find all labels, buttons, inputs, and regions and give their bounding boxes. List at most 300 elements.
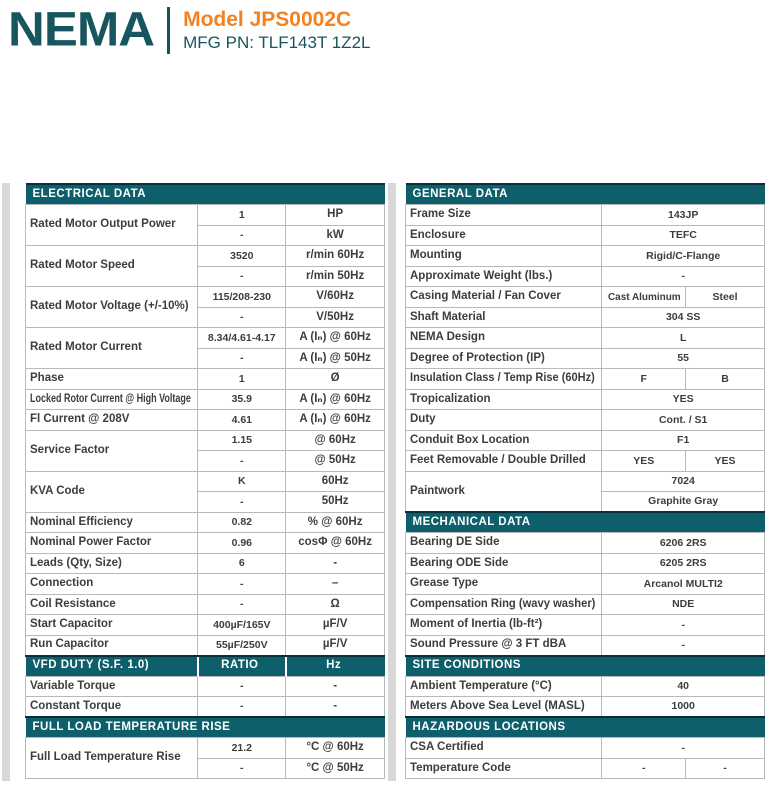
row-label [406, 246, 602, 267]
cell-text: Feet Removable / Double Drilled [410, 454, 586, 466]
row-label [26, 512, 198, 533]
row-label [26, 287, 198, 328]
row-value [198, 635, 286, 656]
cell-text: 1000 [671, 700, 695, 713]
cell-text: A (Iₙ) @ 60Hz [299, 331, 371, 343]
cell-text: Rated Motor Output Power [30, 218, 176, 231]
cell-text: r/min 50Hz [306, 269, 365, 282]
cell-text: - [240, 700, 244, 713]
row-value [602, 471, 765, 492]
cell-text: Paintwork [410, 484, 465, 497]
cell-text: HAZARDOUS LOCATIONS [412, 720, 566, 733]
cell-text: 40 [677, 680, 690, 692]
cell-text: HP [327, 208, 344, 220]
cell-text: Sound Pressure @ 3 FT dBA [410, 638, 567, 651]
cell-text: 7024 [671, 475, 695, 487]
row-unit [286, 287, 385, 308]
cell-text: 1.15 [231, 434, 252, 446]
table-row [26, 574, 385, 595]
row-label [26, 471, 198, 512]
cell-text: Rated Motor Current [30, 341, 142, 354]
row-value [198, 738, 286, 759]
right-spec-table [405, 183, 765, 779]
row-value [198, 574, 286, 595]
cell-text: Fl Current @ 208V [30, 413, 130, 425]
table-row [26, 389, 385, 410]
row-value [602, 266, 765, 287]
page-edge-strip-left [2, 183, 10, 781]
table-row [406, 471, 765, 492]
cell-text: Cast Aluminum [608, 290, 682, 303]
table-row [406, 205, 765, 226]
cell-text: Service Factor [30, 443, 110, 456]
row-value [602, 225, 765, 246]
cell-text: Full Load Temperature Rise [30, 751, 181, 764]
row-unit [286, 307, 385, 328]
cell-text: SITE CONDITIONS [412, 659, 521, 672]
row-value [602, 348, 765, 369]
right-spec-column [405, 183, 765, 779]
section-title-vfd-duty-s-f-1-0 [26, 656, 198, 677]
cell-text: B [721, 372, 729, 385]
section-column-header [286, 656, 385, 677]
row-label [26, 533, 198, 554]
row-value [198, 697, 286, 718]
cell-text: Phase [30, 372, 64, 384]
table-row [406, 615, 765, 636]
row-unit [286, 594, 385, 615]
table-row [26, 369, 385, 390]
table-row [406, 307, 765, 328]
cell-text: - [681, 638, 685, 651]
table-row [26, 471, 385, 492]
cell-text: RATIO [221, 659, 259, 672]
row-value [198, 246, 286, 267]
row-label [406, 287, 602, 308]
row-value [198, 307, 286, 328]
row-value [198, 410, 286, 431]
cell-text: MECHANICAL DATA [412, 515, 531, 528]
row-value [198, 512, 286, 533]
table-row [406, 635, 765, 656]
row-label [406, 410, 602, 431]
row-label [26, 553, 198, 574]
row-label [26, 246, 198, 287]
table-row [406, 697, 765, 718]
row-label [26, 635, 198, 656]
table-row [406, 676, 765, 697]
row-value [602, 246, 765, 267]
row-unit [286, 533, 385, 554]
table-row [26, 738, 385, 759]
table-row [406, 451, 765, 472]
table-row [26, 328, 385, 349]
row-label [26, 615, 198, 636]
cell-text: YES [672, 393, 694, 405]
table-row [406, 225, 765, 246]
table-row [406, 594, 765, 615]
section-column-header [198, 656, 286, 677]
table-row [406, 369, 765, 390]
cell-text: - [240, 680, 244, 692]
table-row [26, 553, 385, 574]
row-label [406, 451, 602, 472]
cell-text: - [240, 495, 244, 508]
section-title-mechanical-data [406, 512, 765, 533]
row-unit [286, 758, 385, 779]
cell-text: 55µF/250V [215, 638, 268, 651]
spec-tables-container [25, 183, 765, 779]
row-value [602, 287, 686, 308]
cell-text: ELECTRICAL DATA [32, 187, 147, 200]
table-row [26, 635, 385, 656]
row-value [198, 615, 286, 636]
row-unit [286, 369, 385, 390]
section-title-hazardous-locations [406, 717, 765, 738]
row-unit [286, 553, 385, 574]
page-header [8, 4, 371, 56]
cell-text: 115/208-230 [212, 290, 271, 303]
table-row [406, 758, 765, 779]
table-row [406, 574, 765, 595]
cell-text: Temperature Code [410, 761, 511, 774]
table-row [406, 430, 765, 451]
row-value [602, 410, 765, 431]
table-row [26, 594, 385, 615]
row-label [406, 369, 602, 390]
cell-text: A (Iₙ) @ 50Hz [299, 351, 371, 364]
table-row [406, 246, 765, 267]
row-label [406, 205, 602, 226]
section-title-electrical-data [26, 184, 385, 205]
cell-text: Ambient Temperature (°C) [410, 679, 552, 692]
row-label [406, 594, 602, 615]
row-unit [286, 225, 385, 246]
cell-text: F [640, 372, 647, 385]
row-value [198, 389, 286, 410]
table-row [406, 410, 765, 431]
cell-text: F1 [677, 434, 690, 446]
row-value [602, 758, 686, 779]
row-unit [286, 410, 385, 431]
cell-text: 143JP [668, 208, 699, 221]
cell-text: 304 SS [665, 311, 701, 323]
cell-text: Variable Torque [30, 679, 116, 692]
cell-text: Degree of Protection (IP) [410, 351, 545, 364]
row-value [602, 635, 765, 656]
row-unit [286, 492, 385, 513]
row-label [406, 389, 602, 410]
row-label [406, 328, 602, 349]
row-label [26, 389, 198, 410]
table-row [406, 553, 765, 574]
row-unit [286, 615, 385, 636]
table-row [406, 389, 765, 410]
row-label [26, 369, 198, 390]
row-label [26, 205, 198, 246]
row-unit [286, 246, 385, 267]
row-unit [286, 471, 385, 492]
cell-text: Rated Motor Speed [30, 259, 135, 272]
cell-text: A (Iₙ) @ 60Hz [299, 413, 371, 425]
row-unit [286, 389, 385, 410]
table-row [26, 512, 385, 533]
cell-text: Enclosure [410, 228, 466, 241]
row-label [26, 697, 198, 718]
row-label [406, 430, 602, 451]
left-spec-column [25, 183, 385, 779]
table-row [406, 533, 765, 554]
cell-text: Duty [410, 413, 436, 425]
section-header-row [26, 717, 385, 738]
cell-text: YES [714, 454, 736, 467]
row-unit [286, 205, 385, 226]
row-value [686, 758, 765, 779]
model-title: Model JPS0002C [183, 7, 352, 31]
cell-text: 6206 2RS [659, 536, 707, 549]
row-value [602, 697, 765, 718]
table-row [26, 287, 385, 308]
section-title-general-data [406, 184, 765, 205]
cell-text: - [641, 762, 646, 774]
cell-text: @ 60Hz [314, 433, 356, 446]
cell-text: Coil Resistance [30, 597, 116, 610]
cell-text: Locked Rotor Current @ High Voltage [30, 392, 191, 405]
cell-text: GENERAL DATA [412, 187, 508, 200]
table-row [406, 287, 765, 308]
row-value [602, 574, 765, 595]
row-unit [286, 574, 385, 595]
cell-text: 3520 [230, 249, 254, 262]
header-divider [167, 7, 170, 54]
section-header-row [26, 656, 385, 677]
row-value [198, 533, 286, 554]
row-label [406, 615, 602, 636]
cell-text: Mounting [410, 249, 462, 261]
section-title-site-conditions [406, 656, 765, 677]
cell-text: V/60Hz [316, 290, 354, 302]
row-value [602, 430, 765, 451]
row-value [602, 676, 765, 697]
row-unit [286, 451, 385, 472]
row-unit [286, 512, 385, 533]
row-label [406, 697, 602, 718]
cell-text: Approximate Weight (lbs.) [410, 269, 553, 282]
cell-text: K [237, 475, 246, 487]
cell-text: - [240, 270, 244, 282]
row-label [406, 738, 602, 759]
cell-text: Compensation Ring (wavy washer) [410, 597, 596, 610]
cell-text: 6205 2RS [659, 557, 707, 569]
row-label [26, 738, 198, 779]
section-header-row [406, 717, 765, 738]
row-label [406, 758, 602, 779]
cell-text: - [333, 699, 338, 712]
row-value [602, 738, 765, 759]
table-row [26, 410, 385, 431]
row-label [26, 574, 198, 595]
cell-text: Bearing ODE Side [410, 556, 509, 569]
cell-text: - [240, 229, 244, 241]
cell-text: Cont. / S1 [658, 413, 708, 426]
cell-text: 400µF/165V [213, 618, 271, 631]
row-label [406, 348, 602, 369]
table-row [26, 205, 385, 226]
cell-text: r/min 60Hz [306, 249, 365, 261]
cell-text: - [681, 741, 685, 754]
cell-text: Bearing DE Side [410, 536, 500, 548]
row-value [198, 758, 286, 779]
row-value [198, 430, 286, 451]
cell-text: 60Hz [321, 474, 349, 487]
mfg-part-number: MFG PN: TLF143T 1Z2L [183, 32, 371, 52]
table-row [26, 697, 385, 718]
section-header-row [406, 656, 765, 677]
row-value [686, 451, 765, 472]
cell-text: 1 [238, 372, 245, 385]
cell-text: NDE [672, 598, 695, 610]
cell-text: cosΦ @ 60Hz [298, 536, 372, 548]
cell-text: °C @ 60Hz [306, 741, 364, 753]
row-label [406, 225, 602, 246]
cell-text: CSA Certified [410, 741, 484, 753]
row-value [602, 594, 765, 615]
cell-text: 8.34/4.61-4.17 [207, 331, 276, 344]
cell-text: Ø [330, 372, 340, 384]
table-row [26, 246, 385, 267]
cell-text: 6 [238, 557, 245, 569]
cell-text: Arcanol MULTI2 [643, 577, 723, 590]
cell-text: - [681, 618, 685, 631]
cell-text: - [240, 454, 244, 467]
row-label [406, 553, 602, 574]
cell-text: Moment of Inertia (lb-ft²) [410, 618, 543, 630]
cell-text: 0.96 [231, 536, 252, 549]
cell-text: Frame Size [410, 208, 471, 220]
cell-text: - [681, 270, 685, 282]
cell-text: 4.61 [231, 413, 252, 426]
cell-text: µF/V [322, 638, 348, 651]
row-unit [286, 676, 385, 697]
section-header-row [406, 512, 765, 533]
table-row [26, 676, 385, 697]
cell-text: - [723, 762, 727, 774]
cell-text: Nominal Efficiency [30, 515, 133, 528]
cell-text: - [240, 577, 244, 590]
cell-text: Nominal Power Factor [30, 536, 152, 548]
row-label [26, 328, 198, 369]
table-row [406, 738, 765, 759]
row-value [198, 492, 286, 513]
cell-text: NEMA Design [410, 331, 485, 343]
row-label [406, 635, 602, 656]
cell-text: Meters Above Sea Level (MASL) [410, 699, 585, 712]
cell-text: @ 50Hz [314, 454, 356, 466]
cell-text: - [240, 762, 244, 774]
cell-text: - [333, 556, 338, 569]
row-value [602, 369, 686, 390]
table-row [26, 615, 385, 636]
row-label [26, 676, 198, 697]
row-label [26, 410, 198, 431]
row-value [602, 451, 686, 472]
row-value [198, 594, 286, 615]
section-title-full-load-temperature-rise [26, 717, 385, 738]
row-value [198, 676, 286, 697]
row-value [198, 553, 286, 574]
cell-text: Shaft Material [410, 310, 486, 323]
cell-text: Rated Motor Voltage (+/-10%) [30, 300, 189, 313]
row-value [198, 348, 286, 369]
cell-text: – [331, 577, 339, 589]
nema-logo: NEMA [8, 3, 155, 57]
cell-text: Graphite Gray [648, 495, 719, 508]
left-spec-table [25, 183, 385, 779]
row-value [198, 471, 286, 492]
table-row [26, 533, 385, 554]
table-row [406, 266, 765, 287]
cell-text: Constant Torque [30, 699, 122, 712]
row-unit [286, 328, 385, 349]
row-value [602, 553, 765, 574]
cell-text: A (Iₙ) @ 60Hz [299, 392, 371, 405]
cell-text: 35.9 [231, 393, 252, 405]
cell-text: Steel [712, 290, 738, 303]
row-value [198, 225, 286, 246]
row-unit [286, 697, 385, 718]
cell-text: Rigid/C-Flange [646, 249, 721, 262]
header-text [183, 8, 370, 53]
row-value [602, 492, 765, 513]
row-value [198, 451, 286, 472]
cell-text: 1 [238, 208, 245, 221]
cell-text: Ω [330, 597, 340, 610]
row-label [406, 533, 602, 554]
cell-text: 21.2 [231, 741, 252, 754]
cell-text: 55 [677, 352, 690, 364]
cell-text: Leads (Qty, Size) [30, 556, 122, 569]
cell-text: 50Hz [321, 495, 349, 507]
row-value [198, 205, 286, 226]
row-value [602, 533, 765, 554]
cell-text: 0.82 [231, 516, 252, 528]
row-value [198, 369, 286, 390]
cell-text: VFD DUTY (S.F. 1.0) [32, 659, 150, 672]
row-unit [286, 348, 385, 369]
cell-text: FULL LOAD TEMPERATURE RISE [32, 720, 231, 733]
cell-text: Connection [30, 577, 94, 589]
row-value [602, 307, 765, 328]
cell-text: - [240, 352, 244, 364]
row-unit [286, 738, 385, 759]
cell-text: Conduit Box Location [410, 433, 530, 446]
row-value [198, 287, 286, 308]
row-label [26, 430, 198, 471]
row-unit [286, 266, 385, 287]
table-row [406, 328, 765, 349]
row-value [686, 287, 765, 308]
row-value [198, 266, 286, 287]
row-value [602, 328, 765, 349]
section-header-row [26, 184, 385, 205]
cell-text: - [333, 679, 338, 692]
row-unit [286, 430, 385, 451]
row-label [406, 266, 602, 287]
cell-text: Hz [326, 659, 342, 672]
cell-text: Tropicalization [410, 392, 491, 405]
cell-text: % @ 60Hz [307, 515, 363, 528]
section-header-row [406, 184, 765, 205]
